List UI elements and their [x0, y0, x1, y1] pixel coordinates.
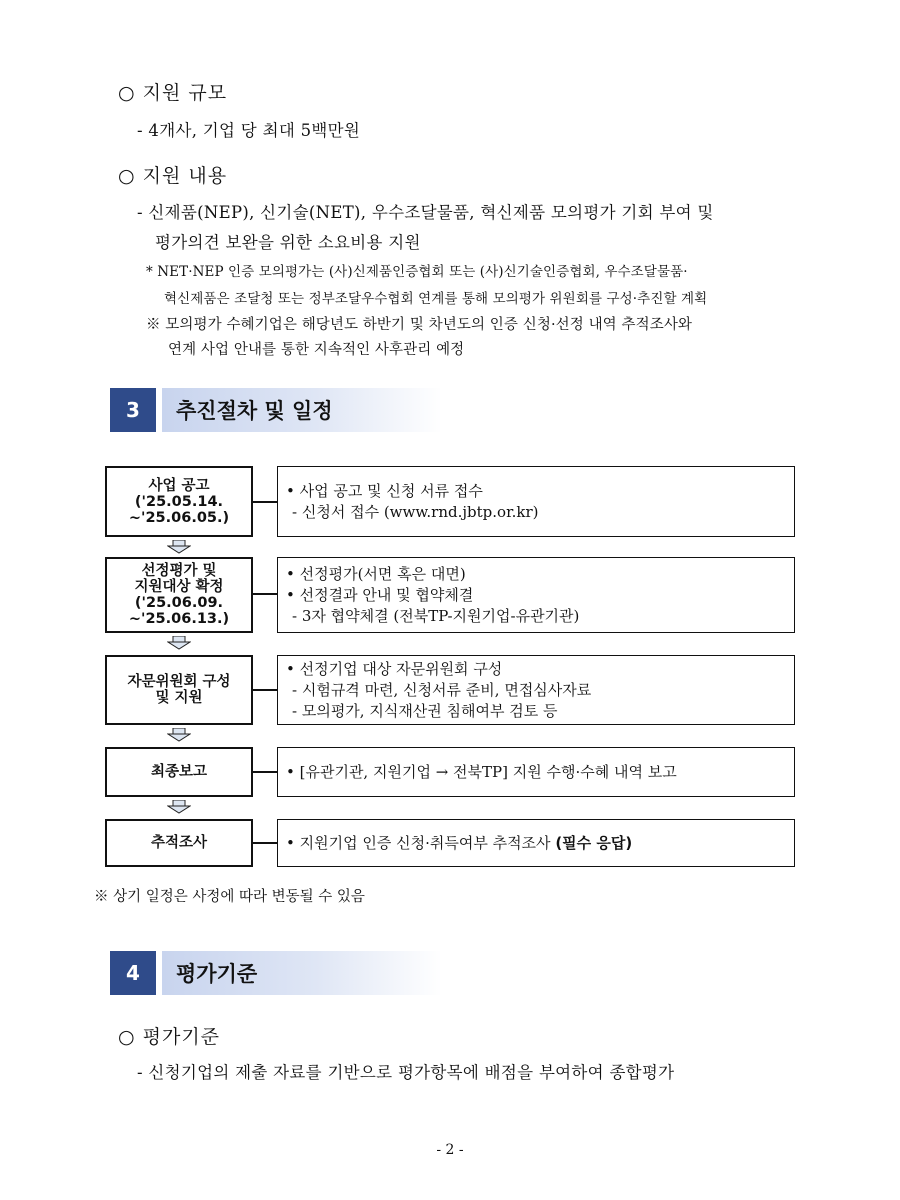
section-3-number: 3 — [110, 388, 156, 432]
step-label-line: 사업 공고 — [148, 477, 210, 494]
desc-item: - 시험규격 마련, 신청서류 준비, 면접심사자료 — [292, 680, 592, 699]
support-scale-heading: ○ 지원 규모 — [118, 82, 228, 104]
down-arrow-icon — [167, 540, 191, 554]
step-label-line: 선정평가 및 — [141, 563, 217, 579]
desc-item: • 선정결과 안내 및 협약체결 — [286, 585, 794, 606]
down-arrow-icon — [167, 728, 191, 742]
step-desc-final-report — [277, 747, 795, 797]
desc-item — [286, 833, 794, 854]
page-number: - 2 - — [436, 1142, 464, 1158]
section-4-title: 평가기준 — [162, 951, 442, 995]
evaluation-heading: ○ 평가기준 — [118, 1026, 221, 1048]
step-label-line: ('25.05.14. — [134, 493, 224, 510]
desc-item: • 사업 공고 및 신청 서류 접수 — [286, 481, 794, 502]
desc-item: - 3자 협약체결 (전북TP-지원기업-유관기관) — [292, 606, 580, 625]
support-scale-detail: - 4개사, 기업 당 최대 5백만원 — [137, 121, 361, 140]
step-box-announcement — [105, 466, 253, 537]
evaluation-detail: - 신청기업의 제출 자료를 기반으로 평가항목에 배점을 부여하여 종합평가 — [137, 1063, 675, 1082]
desc-item: - 모의평가, 지식재산권 침해여부 검토 등 — [292, 701, 558, 720]
down-arrow-icon — [167, 636, 191, 650]
down-arrow-icon — [167, 800, 191, 814]
step-desc-advisory — [277, 655, 795, 725]
step-label-line: 최종보고 — [150, 764, 208, 780]
connector-line — [253, 501, 277, 503]
step-box-final-report — [105, 747, 253, 797]
desc-item: • 선정평가(서면 혹은 대면) — [286, 564, 794, 585]
desc-item: • 선정기업 대상 자문위원회 구성 — [286, 659, 794, 680]
desc-item-text: 지원기업 인증 신청·취득여부 추적조사 — [299, 833, 556, 852]
note-1-line-a: * NET·NEP 인증 모의평가는 (사)신제품인증협회 또는 (사)신기술인증협회, 우수조달물품· — [146, 264, 688, 280]
note-2-line-b: 연계 사업 안내를 통한 지속적인 사후관리 예정 — [168, 342, 465, 358]
step-label-line: 및 지원 — [155, 690, 203, 706]
connector-line — [253, 842, 277, 844]
schedule-footnote: ※ 상기 일정은 사정에 따라 변동될 수 있음 — [94, 889, 365, 905]
desc-item: - 신청서 접수 (www.rnd.jbtp.or.kr) — [292, 502, 539, 521]
step-box-advisory — [105, 655, 253, 725]
connector-line — [253, 771, 277, 773]
step-desc-selection — [277, 557, 795, 633]
support-content-line1: - 신제품(NEP), 신기술(NET), 우수조달물품, 혁신제품 모의평가 기회 부여 및 — [137, 203, 714, 222]
step-label-line: ~'25.06.13.) — [128, 611, 230, 627]
step-desc-tracking — [277, 819, 795, 867]
step-box-selection — [105, 557, 253, 633]
step-label-line: ~'25.06.05.) — [128, 509, 230, 526]
section-4-number: 4 — [110, 951, 156, 995]
step-desc-announcement — [277, 466, 795, 537]
support-content-heading: ○ 지원 내용 — [118, 165, 228, 187]
step-label-line: 추적조사 — [150, 835, 208, 851]
step-box-tracking — [105, 819, 253, 867]
desc-item: • [유관기관, 지원기업 → 전북TP] 지원 수행·수혜 내역 보고 — [286, 762, 794, 783]
step-label-line: 지원대상 확정 — [134, 579, 224, 595]
connector-line — [253, 689, 277, 691]
note-2-line-a: ※ 모의평가 수혜기업은 해당년도 하반기 및 차년도의 인증 신청·선정 내역 추적조사와 — [146, 317, 693, 333]
required-response-note: (필수 응답) — [555, 833, 633, 852]
step-label-line: 자문위원회 구성 — [127, 674, 231, 690]
support-content-line2: 평가의견 보완을 위한 소요비용 지원 — [155, 233, 421, 252]
connector-line — [253, 593, 277, 595]
note-1-line-b: 혁신제품은 조달청 또는 정부조달우수협회 연계를 통해 모의평가 위원회를 구성·추진할 계획 — [164, 291, 708, 307]
section-3-title: 추진절차 및 일정 — [162, 388, 442, 432]
step-label-line: ('25.06.09. — [134, 595, 224, 611]
